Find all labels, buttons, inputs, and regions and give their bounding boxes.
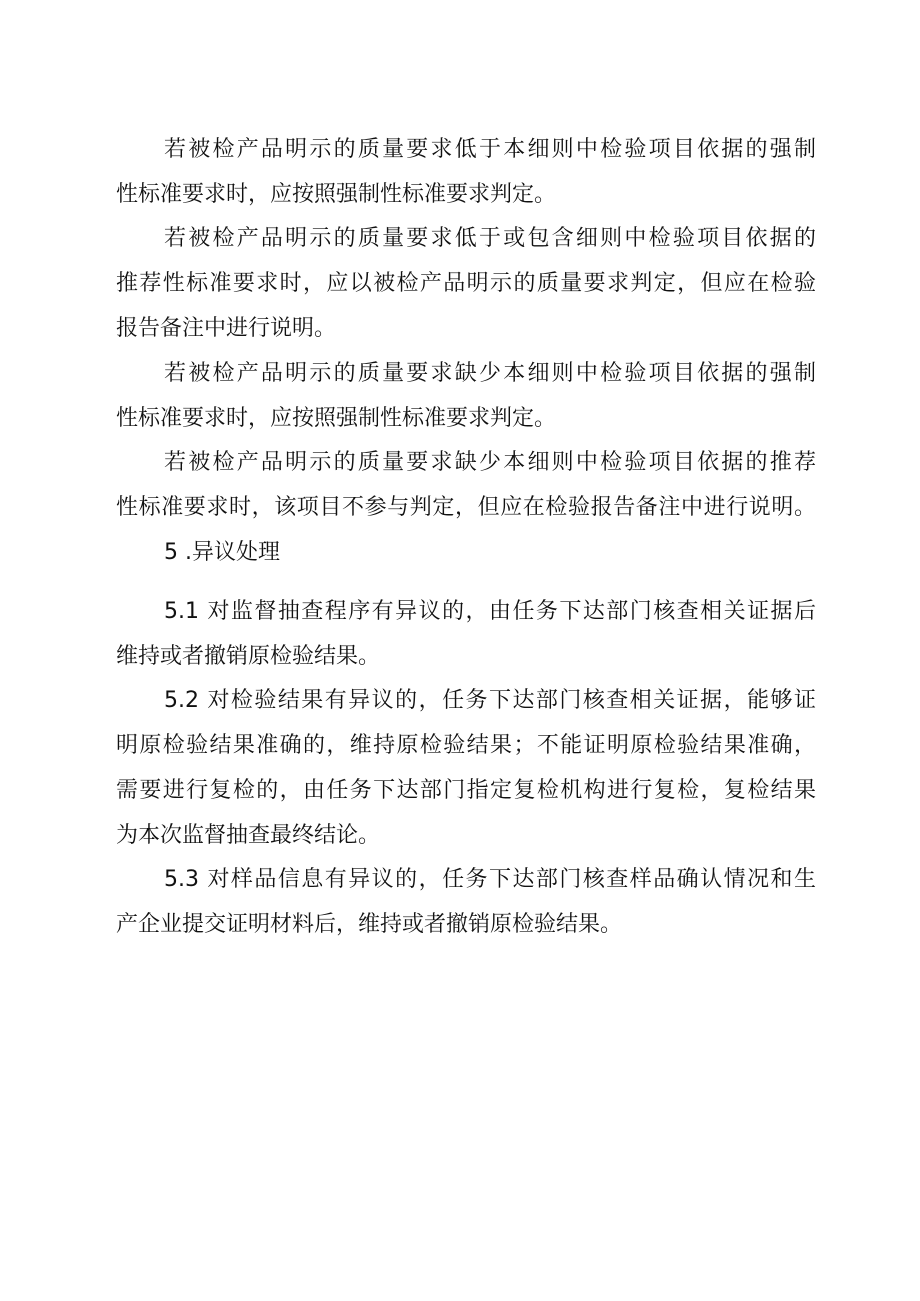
paragraph-2-line-1: 若被检产品明示的质量要求低于或包含细则中检验项目依据的 — [164, 226, 816, 251]
item-5-2-line-1: 5.2 对检验结果有异议的，任务下达部门核查相关证据，能够证 — [164, 688, 816, 713]
item-5-2-line-3: 需要进行复检的，由任务下达部门指定复检机构进行复检，复检结果 — [116, 778, 816, 803]
paragraph-3-line-1: 若被检产品明示的质量要求缺少本细则中检验项目依据的强制 — [164, 361, 816, 386]
paragraph-3-line-2: 性标准要求时，应按照强制性标准要求判定。 — [116, 406, 557, 431]
item-5-1-line-2: 维持或者撤销原检验结果。 — [116, 644, 381, 669]
paragraph-2-line-3: 报告备注中进行说明。 — [116, 316, 337, 341]
paragraph-1-line-2: 性标准要求时，应按照强制性标准要求判定。 — [116, 182, 557, 207]
item-5-1-line-1: 5.1 对监督抽查程序有异议的，由任务下达部门核查相关证据后 — [164, 599, 816, 624]
paragraph-2-line-2: 推荐性标准要求时，应以被检产品明示的质量要求判定，但应在检验 — [116, 271, 816, 296]
item-5-2-line-4: 为本次监督抽查最终结论。 — [116, 823, 381, 848]
item-5-3-line-1: 5.3 对样品信息有异议的，任务下达部门核查样品确认情况和生 — [164, 867, 816, 892]
paragraph-1-line-1: 若被检产品明示的质量要求低于本细则中检验项目依据的强制 — [164, 137, 816, 162]
paragraph-4-line-2: 性标准要求时，该项目不参与判定，但应在检验报告备注中进行说明。 — [116, 495, 816, 520]
section-heading: 5 .异议处理 — [164, 540, 280, 565]
paragraph-4-line-1: 若被检产品明示的质量要求缺少本细则中检验项目依据的推荐 — [164, 450, 816, 475]
item-5-3-line-2: 产企业提交证明材料后，维持或者撤销原检验结果。 — [116, 912, 623, 937]
item-5-2-line-2: 明原检验结果准确的，维持原检验结果；不能证明原检验结果准确， — [116, 733, 816, 758]
document-body — [116, 135, 816, 937]
